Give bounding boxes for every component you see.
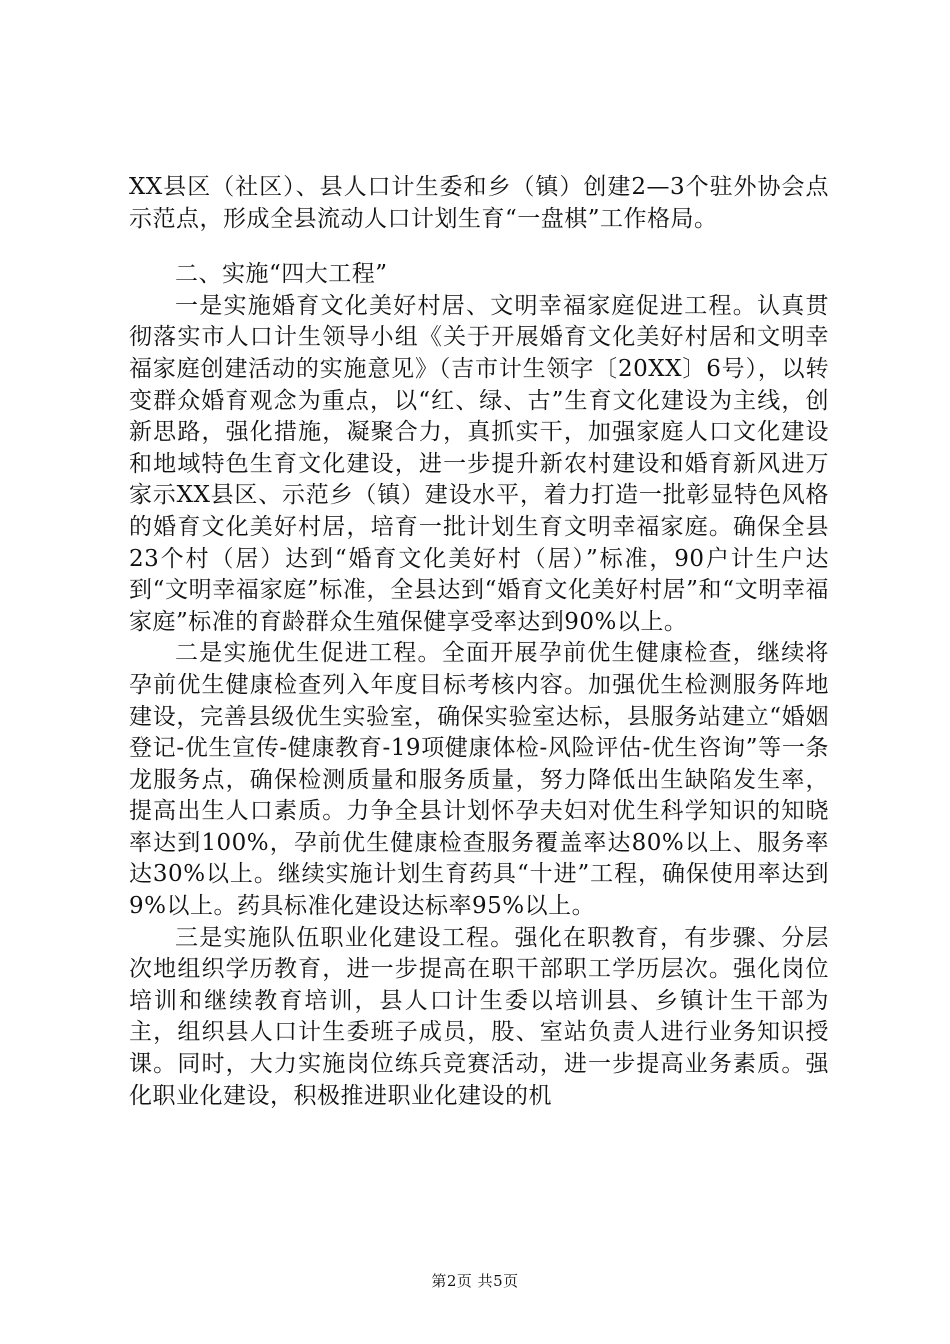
paragraph-project-1: 一是实施婚育文化美好村居、文明幸福家庭促进工程。认真贯彻落实市人口计生领导小组《关于开展婚育文化美好村居和文明幸福家庭创建活动的实施意见》（吉市计生领字〔20XX〕6号），以转变群众婚育观念为重点，以“红、绿、古”生育文化建设为主线，创新思路，强化措施，凝聚合力，真抓实干，加强家庭人口文化建设和地域特色生育文化建设，进一步提升新农村建设和婚育新风进万家示XX县区、示范乡（镇）建设水平，着力打造一批彰显特色风格的婚育文化美好村居，培育一批计划生育文明幸福家庭。确保全县23个村（居）达到“婚育文化美好村（居）”标准，90户计生户达到“文明幸福家庭”标准，全县达到“婚育文化美好村居”和“文明幸福家庭”标准的育龄群众生殖保健享受率达到90%以上。: [129, 292, 829, 635]
paragraph-continuation: XX县区（社区）、县人口计生委和乡（镇）创建2—3个驻外协会点示范点，形成全县流动人口计划生育“一盘棋”工作格局。: [129, 174, 829, 232]
section-heading: 二、实施“四大工程”: [175, 261, 388, 288]
document-body: [129, 172, 829, 1112]
paragraph-project-3: 三是实施队伍职业化建设工程。强化在职教育，有步骤、分层次地组织学历教育，进一步提高在职干部职工学历层次。强化岗位培训和继续教育培训，县人口计生委以培训县、乡镇计生干部为主，组织县人口计生委班子成员，股、室站负责人进行业务知识授课。同时，大力实施岗位练兵竞赛活动，进一步提高业务素质。强化职业化建设，积极推进职业化建设的机: [129, 924, 829, 1109]
paragraph-project-2: 二是实施优生促进工程。全面开展孕前优生健康检查，继续将孕前优生健康检查列入年度目标考核内容。加强优生检测服务阵地建设，完善县级优生实验室，确保实验室达标，县服务站建立“婚姻登记-优生宣传-健康教育-19项健康体检-风险评估-优生咨询”等一条龙服务点，确保检测质量和服务质量，努力降低出生缺陷发生率，提高出生人口素质。力争全县计划怀孕夫妇对优生科学知识的知晓率达到100%，孕前优生健康检查服务覆盖率达80%以上、服务率达30%以上。继续实施计划生育药具“十进”工程，确保使用率达到9%以上。药具标准化建设达标率95%以上。: [129, 640, 829, 920]
page-number-footer: 第2页 共5页: [431, 1272, 519, 1290]
